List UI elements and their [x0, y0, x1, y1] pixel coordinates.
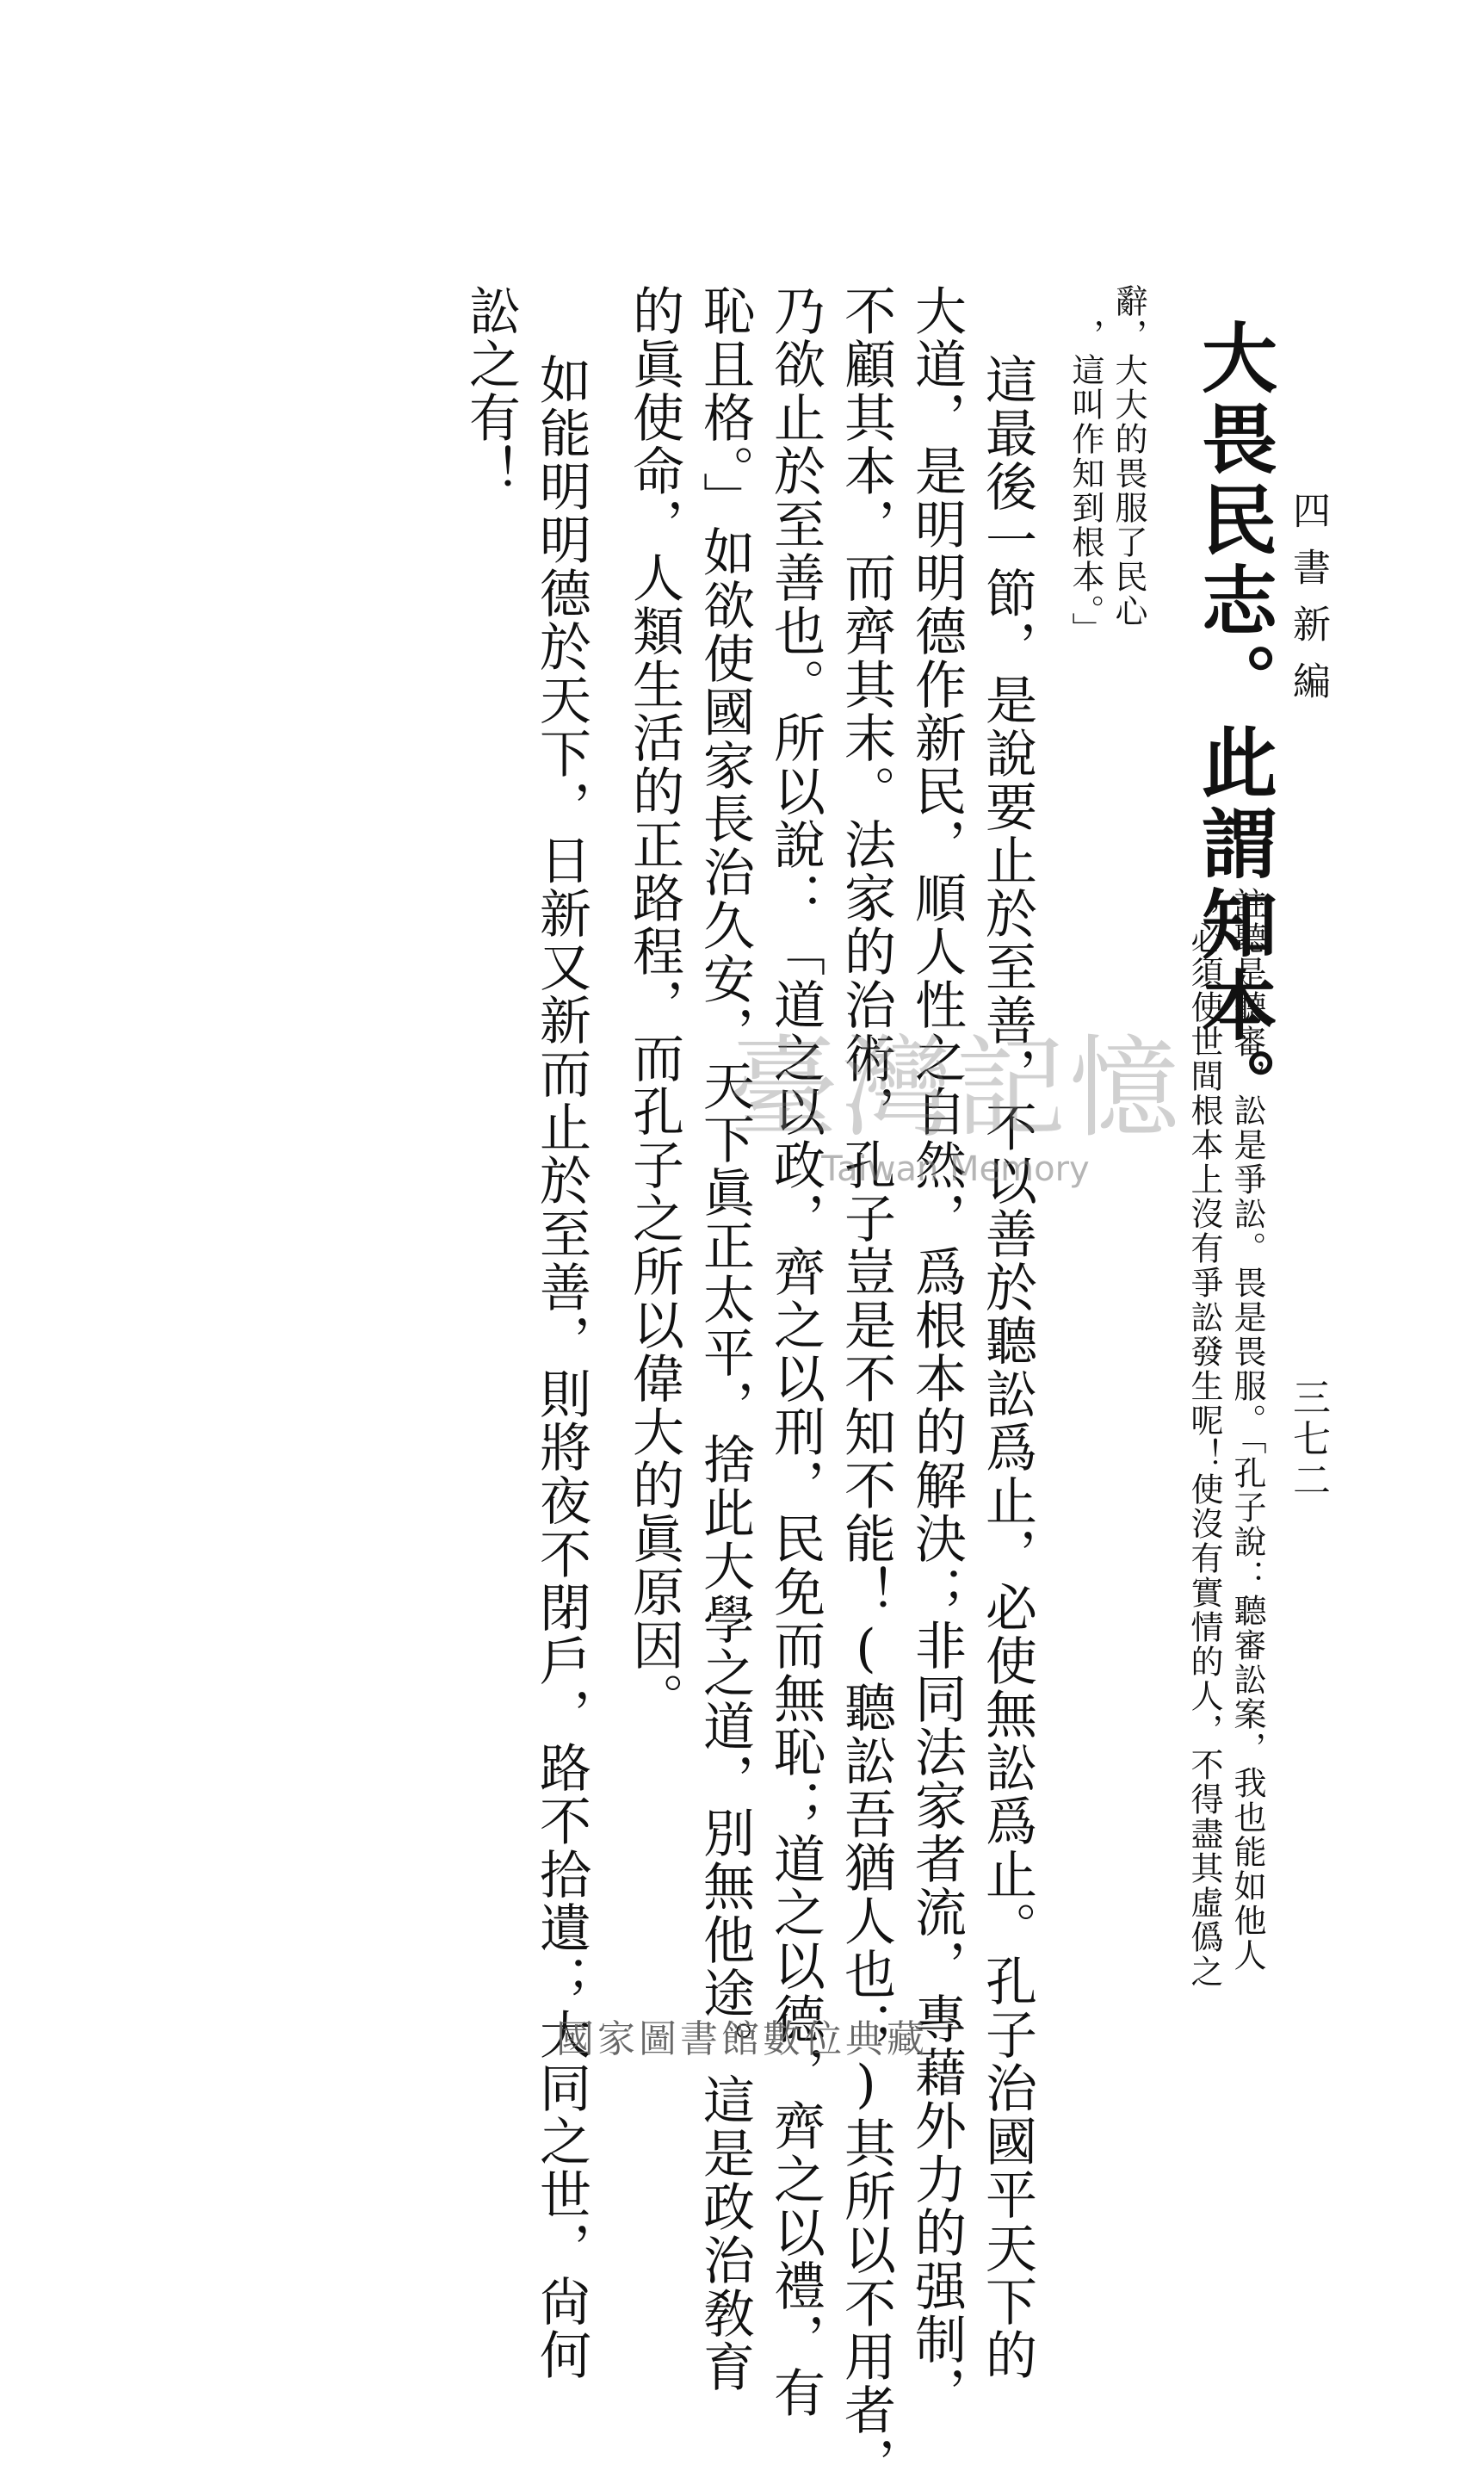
- watermark-english: Taiwan Memory: [821, 1149, 1090, 1189]
- book-title-header: 四書新編: [1286, 491, 1330, 718]
- body-line-3: 不顧其本，而齊其末。法家的治術，孔子豈是不知不能！(聽訟吾猶人也；)其所以不用者，: [836, 284, 896, 2490]
- body-line-8: 訟之有！: [461, 284, 521, 498]
- body-line-5: 恥且格。」如欲使國家長治久安，天下眞正太平，捨此大學之道，別無他途。這是政治敎育: [695, 284, 755, 2394]
- library-footer: 國家圖書館數位典藏: [556, 2017, 928, 2061]
- note-line-3: 辭，大大的畏服了民心: [1110, 284, 1147, 629]
- note-line-1: 註聽是聽審，訟是爭訟。畏是畏服。「孔子說：聽審訟案，我也能如他人: [1228, 887, 1266, 1973]
- note-line-2: ；必須使世間根本上沒有爭訟發生呢！使沒有實情的人，不得盡其虛僞之: [1185, 887, 1223, 1989]
- note-line-4: ，這叫作知到根本。」: [1067, 319, 1104, 647]
- section-title: 大畏民志。此謂知本。: [1190, 319, 1279, 1128]
- body-line-6: 的眞使命，人類生活的正路程，而孔子之所以偉大的眞原因。: [624, 284, 684, 1725]
- watermark-chinese: 臺灣記憶: [727, 1025, 1183, 1153]
- body-line-7: 如能明明德於天下，日新又新而止於至善，則將夜不閉戶，路不拾遺；大同之世，尙何: [531, 353, 591, 2382]
- body-line-2: 大道，是明明德作新民，順人性之自然，爲根本的解決；非同法家者流，專藉外力的强制，: [906, 284, 967, 2419]
- body-line-1: 這最後一節，是說要止於至善，不以善於聽訟爲止，必使無訟爲止。孔子治國平天下的: [977, 353, 1037, 2382]
- body-line-4: 乃欲止於至善也。所以說：「道之以政，齊之以刑，民免而無恥；道之以德，齊之以禮，有: [765, 284, 825, 2419]
- page-number: 三七二: [1286, 1378, 1330, 1502]
